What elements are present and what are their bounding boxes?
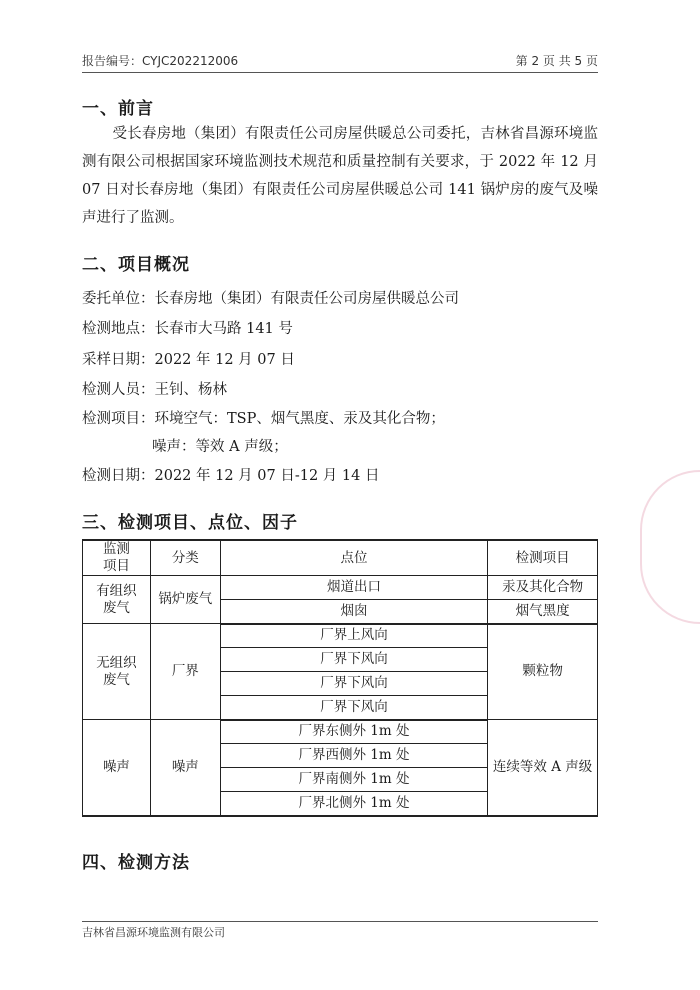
items-field: 检测项目：环境空气：TSP、烟气黑度、汞及其化合物； [82, 411, 445, 427]
page-indicator: 第 2 页 共 5 页 [515, 54, 598, 68]
section-title-preface: 一、前言 [82, 99, 154, 119]
col-header-monitor: 监测 项目 [83, 540, 151, 576]
table-row [83, 576, 598, 600]
point-cell: 厂界南侧外 1m 处 [220, 768, 487, 792]
point-cell: 厂界下风向 [220, 672, 487, 696]
sampling-date-field: 采样日期：2022 年 12 月 07 日 [82, 352, 295, 368]
table-header-row [83, 540, 598, 576]
detection-table [82, 539, 598, 817]
point-cell: 厂界上风向 [220, 624, 487, 648]
footer-divider [82, 921, 598, 922]
report-number: 报告编号：CYJC202212006 [82, 54, 239, 68]
page-header [82, 50, 598, 70]
subcategory-cell: 噪声 [150, 720, 220, 816]
point-cell: 厂界北侧外 1m 处 [220, 792, 487, 816]
table-row [83, 624, 598, 648]
subcategory-cell: 锅炉废气 [150, 576, 220, 624]
item-cell: 颗粒物 [488, 624, 598, 720]
test-date-field: 检测日期：2022 年 12 月 07 日-12 月 14 日 [82, 468, 380, 484]
location-field: 检测地点：长春市大马路 141 号 [82, 321, 293, 337]
items-noise-field: 噪声：等效 A 声级； [152, 439, 288, 455]
footer-company: 吉林省昌源环境监测有限公司 [82, 926, 225, 939]
preface-paragraph [82, 120, 598, 232]
category-cell: 无组织 废气 [83, 624, 151, 720]
item-cell: 烟气黑度 [488, 600, 598, 624]
client-field: 委托单位：长春房地（集团）有限责任公司房屋供暖总公司 [82, 291, 459, 307]
preface-text: 受长春房地（集团）有限责任公司房屋供暖总公司委托，吉林省昌源环境监测有限公司根据国家环境监测技术规范和质量控制有关要求，于 2022 年 12 月 07 日对长春房地（集团）有限责任公司房屋供暖总公司 141 锅炉房的废气及噪声进行了监测。 [82, 126, 598, 226]
col-header-point: 点位 [220, 540, 487, 576]
header-divider [82, 72, 598, 73]
col-header-item: 检测项目 [488, 540, 598, 576]
point-cell: 烟道出口 [220, 576, 487, 600]
category-cell: 有组织 废气 [83, 576, 151, 624]
item-cell: 连续等效 A 声级 [488, 720, 598, 816]
section-title-overview: 二、项目概况 [82, 255, 190, 275]
point-cell: 厂界下风向 [220, 696, 487, 720]
subcategory-cell: 厂界 [150, 624, 220, 720]
point-cell: 厂界西侧外 1m 处 [220, 744, 487, 768]
table-row [83, 720, 598, 744]
staff-field: 检测人员：王钊、杨林 [82, 382, 227, 398]
item-cell: 汞及其化合物 [488, 576, 598, 600]
seal-stamp-partial [640, 470, 700, 624]
section-title-items: 三、检测项目、点位、因子 [82, 513, 298, 533]
col-header-category: 分类 [150, 540, 220, 576]
section-title-methods: 四、检测方法 [82, 853, 190, 873]
point-cell: 烟囱 [220, 600, 487, 624]
category-cell: 噪声 [83, 720, 151, 816]
point-cell: 厂界下风向 [220, 648, 487, 672]
point-cell: 厂界东侧外 1m 处 [220, 720, 487, 744]
